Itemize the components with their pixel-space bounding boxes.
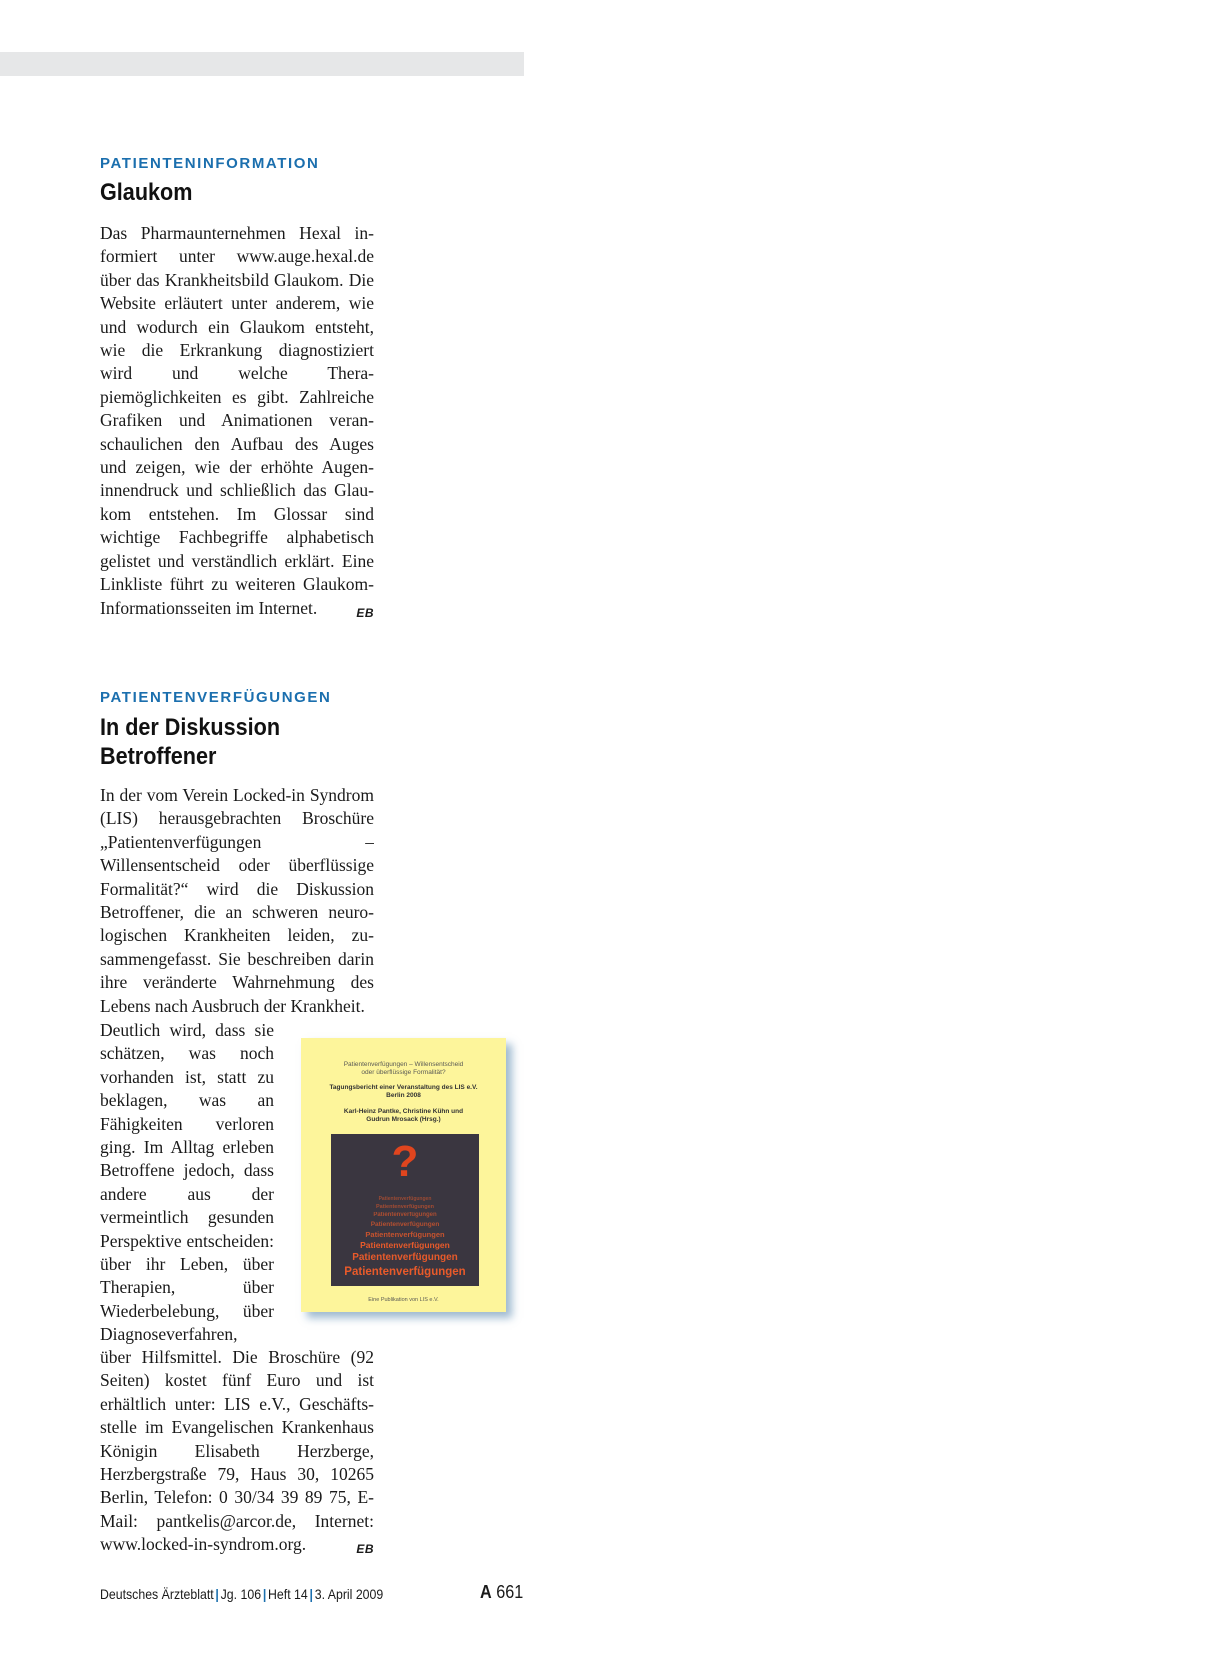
- cover-publisher: Eine Publikation von LIS e.V.: [368, 1297, 439, 1303]
- cover-stack-line: Patientenverfügungen: [365, 1230, 445, 1239]
- footer-journal: Deutsches Ärzteblatt: [100, 1586, 214, 1602]
- footer-issue: Heft 14: [268, 1586, 308, 1602]
- page-footer: [100, 1586, 383, 1602]
- cover-artwork: [331, 1134, 479, 1286]
- cover-stack-line: Patientenverfügungen: [360, 1240, 450, 1250]
- header-bar: [0, 52, 524, 76]
- article1-kicker: PATIENTENINFORMATION: [100, 155, 320, 172]
- article1-signature: EB: [356, 605, 374, 620]
- article2-signature: EB: [356, 1542, 374, 1557]
- article1-headline: Glaukom: [100, 179, 193, 206]
- cover-editors-line1: Karl-Heinz Pantke, Christine Kühn und: [343, 1108, 464, 1115]
- footer-separator: |: [215, 1586, 219, 1602]
- footer-separator: |: [309, 1586, 313, 1602]
- cover-title-line1: Patientenverfügungen – Willensentscheid: [343, 1061, 464, 1068]
- cover-stack-line: Patientenverfügungen: [344, 1266, 466, 1278]
- footer-date: 3. April 2009: [314, 1586, 384, 1602]
- cover-stack-line: Patientenverfügungen: [375, 1204, 435, 1210]
- footer-separator: |: [262, 1586, 267, 1602]
- article1-body: [100, 222, 374, 625]
- page-prefix: A: [480, 1582, 492, 1602]
- article2-body-part1: In der vom Verein Locked-in Syndrom (LIS) herausgebrachten Broschüre „Patientenverfügungen – Willensentscheid oder überflüssige Formalität?“ wird die Diskussion Betroffener, die an schweren neurologischen Krankheiten leiden, zusammengefasst. Sie beschreiben darin ihre veränderte Wahrnehmung des Lebens nach Ausbruch der Krankheit.: [100, 785, 374, 1016]
- article2-body-text3: über Hilfsmittel. Die Broschüre (92 Seiten) kostet fünf Euro und ist erhältlich unter: LIS e.V., Geschäftsstelle im Evangelischen Krankenhaus Königin Elisabeth Herzberge, Herzbergstraße 79, Haus 30, 10265 Berlin, Telefon: 0 30/34 39 89 75, E-Mail: pantkelis@arcor.de, Internet: www.locked-in-syndrom.org.: [100, 1347, 374, 1555]
- page-number: [480, 1582, 523, 1603]
- brochure-cover-image: [301, 1038, 506, 1312]
- cover-subtitle-line2: Berlin 2008: [386, 1092, 421, 1099]
- article2-kicker: PATIENTENVERFÜGUNGEN: [100, 689, 332, 706]
- article1-body-text: Das Pharmaunternehmen Hexal informiert unter www.auge.hexal.de über das Krankheitsbild Glaukom. Die Website erläutert unter anderem, wie und wodurch ein Glaukom entsteht, wie die Erkrankung diagnostiziert wird und welche Therapiemöglichkeiten es gibt. Zahlreiche Grafiken und Animationen veranschaulichen den Aufbau des Auges und zeigen, wie der erhöhte Augeninnendruck und schließlich das Glaukom entstehen. Im Glossar sind wichtige Fachbegriffe alphabetisch gelistet und verständlich erklärt. Eine Linkliste führt zu weiteren Glaukom-Informationsseiten im Internet.: [100, 223, 374, 618]
- question-mark-icon: ?: [391, 1137, 419, 1186]
- article2-headline: [100, 713, 397, 771]
- article2-body-part2: Deutlich wird, dass sie schätzen, was noch vorhanden ist, statt zu beklagen, was an Fähigkeiten verloren ging. Im Alltag erleben Betroffene jedoch, dass andere aus der vermeintlich gesunden Perspektive entscheiden: über ihr Leben, über Therapien, über Wiederbelebung, über Diagnoseverfahren,: [100, 1020, 274, 1345]
- cover-stack-line: Patientenverfügungen: [378, 1196, 432, 1202]
- footer-volume: Jg. 106: [220, 1586, 262, 1602]
- article2-headline-line1: In der Diskussion: [100, 714, 281, 741]
- cover-stack-line: Patientenverfügungen: [370, 1221, 440, 1228]
- article2-headline-line2: Betroffener: [100, 743, 217, 770]
- cover-title-line2: oder überflüssige Formalität?: [361, 1069, 446, 1076]
- page-number-value: 661: [496, 1582, 524, 1602]
- cover-subtitle-line1: Tagungsbericht einer Veranstaltung des LIS e.V.: [329, 1084, 478, 1091]
- article2-body-part3: [100, 1346, 374, 1562]
- cover-editors-line2: Gudrun Mrosack (Hrsg.): [366, 1116, 441, 1123]
- cover-stack-line: Patientenverfügungen: [352, 1252, 458, 1263]
- cover-stack-line: Patientenverfügungen: [373, 1212, 437, 1218]
